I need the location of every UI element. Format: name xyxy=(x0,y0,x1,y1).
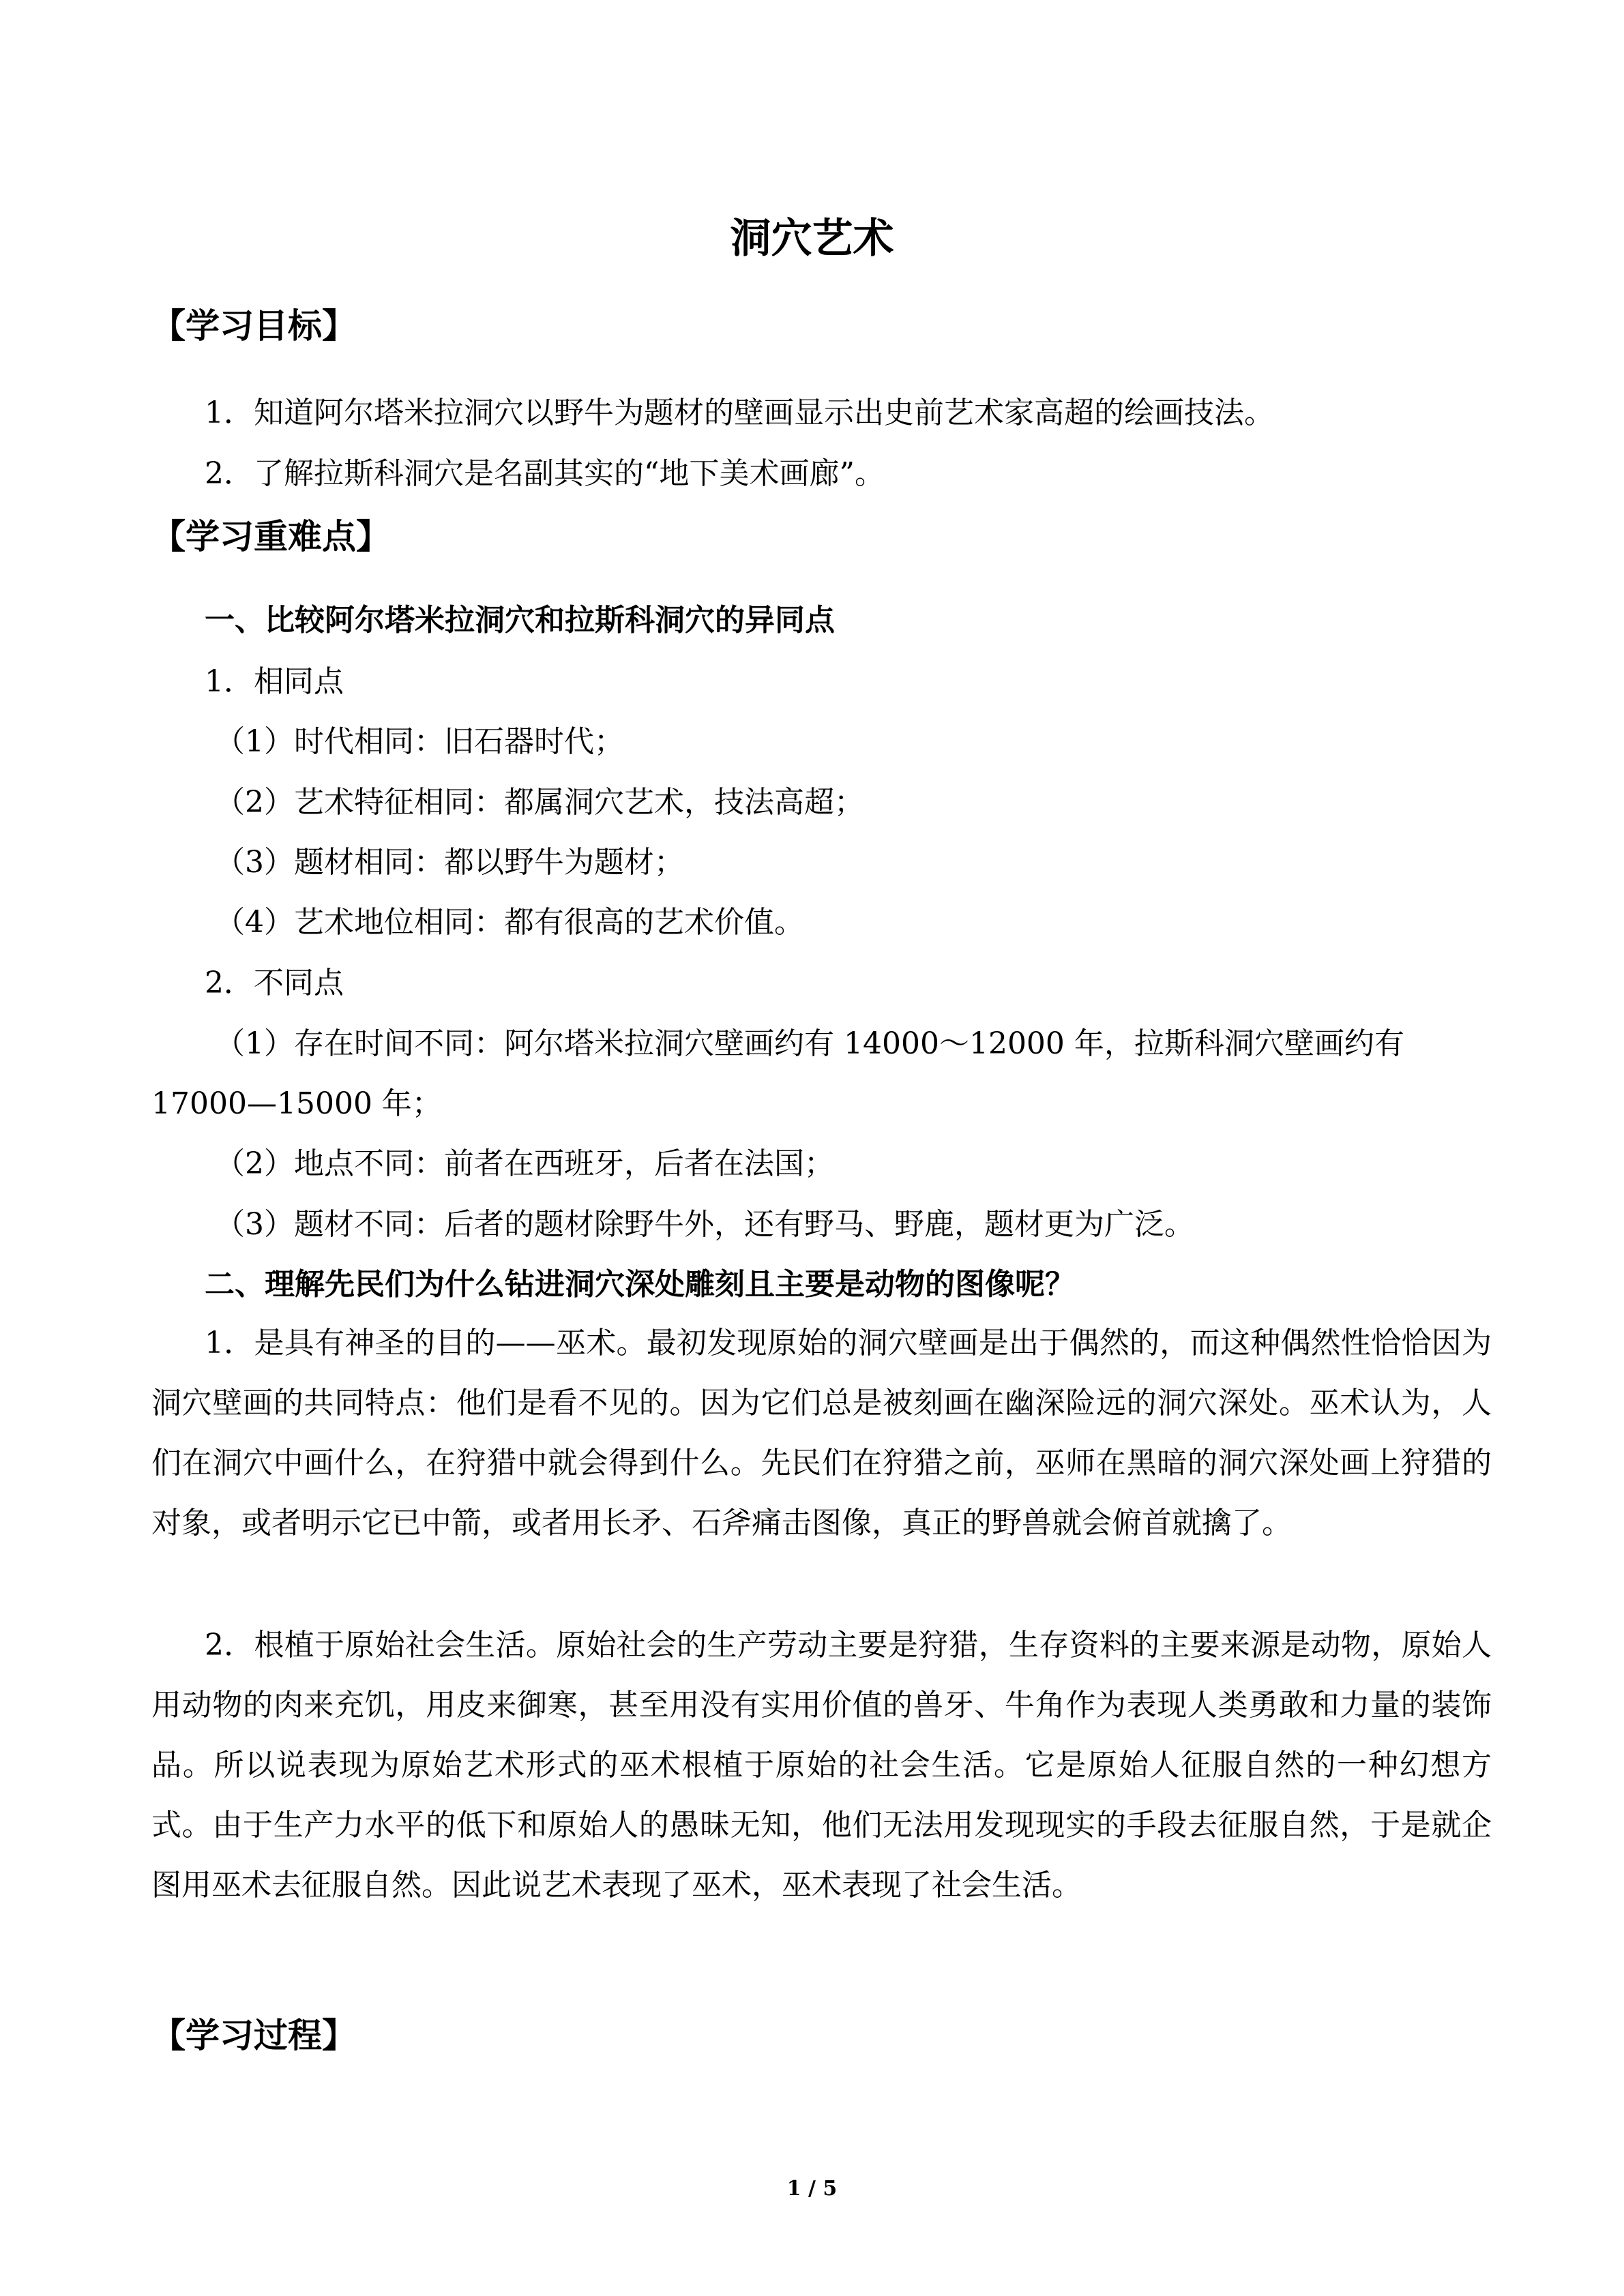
same-point-3: （3）题材相同：都以野牛为题材； xyxy=(215,845,684,880)
heading-key-points: 【学习重难点】 xyxy=(151,516,390,556)
goal-item-1: 1．知道阿尔塔米拉洞穴以野牛为题材的壁画显示出史前艺术家高超的绘画技法。 xyxy=(205,396,1274,430)
section-2-title: 二、理解先民们为什么钻进洞穴深处雕刻且主要是动物的图像呢？ xyxy=(205,1267,1075,1302)
diff-point-1-line-1: （1）存在时间不同：阿尔塔米拉洞穴壁画约有 14000～12000 年，拉斯科洞穴壁画约有 xyxy=(215,1026,1404,1061)
same-points-title: 1．相同点 xyxy=(205,664,344,699)
section-2-paragraph-1: 1．是具有神圣的目的——巫术。最初发现原始的洞穴壁画是出于偶然的，而这种偶然性恰恰因为洞穴壁画的共同特点：他们是看不见的。因为它们总是被刻画在幽深险远的洞穴深处。巫术认为，人们在洞穴中画什么，在狩猎中就会得到什么。先民们在狩猎之前，巫师在黑暗的洞穴深处画上狩猎的对象，或者明示它已中箭，或者用长矛、石斧痛击图像，真正的野兽就会俯首就擒了。 xyxy=(151,1326,1492,1540)
section-2-paragraph-2: 2．根植于原始社会生活。原始社会的生产劳动主要是狩猎，生存资料的主要来源是动物，原始人用动物的肉来充饥，用皮来御寒，甚至用没有实用价值的兽牙、牛角作为表现人类勇敢和力量的装饰品。所以说表现为原始艺术形式的巫术根植于原始的社会生活。它是原始人征服自然的一种幻想方式。由于生产力水平的低下和原始人的愚昧无知，他们无法用发现现实的手段去征服自然，于是就企图用巫术去征服自然。因此说艺术表现了巫术，巫术表现了社会生活。 xyxy=(151,1628,1492,1903)
diff-point-1-line-2: 17000—15000 年； xyxy=(151,1086,442,1121)
heading-learning-goals: 【学习目标】 xyxy=(151,305,356,346)
diff-point-3: （3）题材不同：后者的题材除野牛外，还有野马、野鹿，题材更为广泛。 xyxy=(215,1207,1194,1242)
same-point-4: （4）艺术地位相同：都有很高的艺术价值。 xyxy=(215,905,804,940)
goal-item-2: 2．了解拉斯科洞穴是名副其实的“地下美术画廊”。 xyxy=(205,456,885,491)
diff-points-title: 2．不同点 xyxy=(205,966,344,1000)
heading-learning-process: 【学习过程】 xyxy=(151,2015,356,2055)
page-number: 1 / 5 xyxy=(786,2177,838,2201)
same-point-2: （2）艺术特征相同：都属洞穴艺术，技法高超； xyxy=(215,785,864,820)
same-point-1: （1）时代相同：旧石器时代； xyxy=(215,724,624,759)
diff-point-2: （2）地点不同：前者在西班牙，后者在法国； xyxy=(215,1146,834,1181)
section-1-title: 一、比较阿尔塔米拉洞穴和拉斯科洞穴的异同点 xyxy=(205,603,835,638)
page-title: 洞穴艺术 xyxy=(730,215,894,263)
